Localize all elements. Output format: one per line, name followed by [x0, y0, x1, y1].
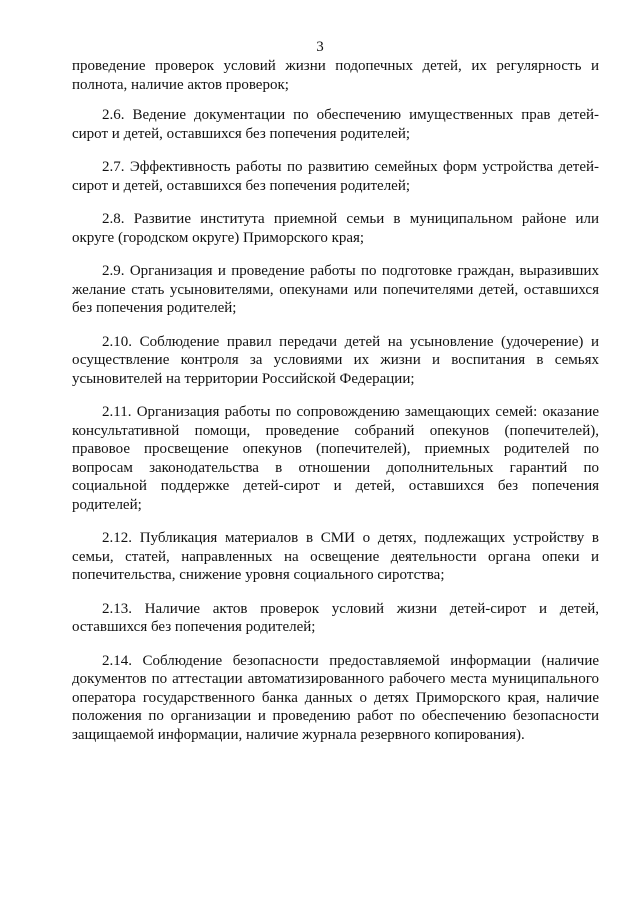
paragraph-2-8: 2.8. Развитие института приемной семьи в муниципальном районе или округе (городском округе) Приморского края; — [72, 211, 599, 246]
paragraph-2-7: 2.7. Эффективность работы по развитию семейных форм устройства детей-сирот и детей, оставшихся без попечения родителей; — [72, 159, 599, 194]
paragraph-2-12: 2.12. Публикация материалов в СМИ о детях, подлежащих устройству в семьи, статей, направленных на освещение деятельности органа опеки и попечительства, снижение уровня социального сиротства; — [72, 530, 599, 583]
paragraph-2-11: 2.11. Организация работы по сопровождению замещающих семей: оказание консультативной помощи, проведение собраний опекунов (попечителей), правовое просвещение опекунов (попечителей), приемных родителей по вопросам законодательства в отношении дополнительных гарантий по социальной поддержке детей-сирот и детей, оставшихся без попечения родителей; — [72, 404, 599, 513]
paragraph-2-14: 2.14. Соблюдение безопасности предоставляемой информации (наличие документов по аттестации автоматизированного рабочего места муниципального оператора государственного банка данных о детях Приморского края, наличие положения по организации и проведению работ по обеспечению безопасности защищаемой информации, наличие журнала резервного копирования). — [72, 652, 599, 743]
document-body — [72, 57, 599, 759]
paragraph-2-9: 2.9. Организация и проведение работы по подготовке граждан, выразивших желание стать усыновителями, опекунами или попечителями детей, оставшихся без попечения родителей; — [72, 263, 599, 316]
paragraph-2-6: 2.6. Ведение документации по обеспечению имущественных прав детей-сирот и детей, оставшихся без попечения родителей; — [72, 107, 599, 142]
paragraph-2-13: 2.13. Наличие актов проверок условий жизни детей-сирот и детей, оставшихся без попечения родителей; — [72, 600, 599, 635]
paragraph-2-10: 2.10. Соблюдение правил передачи детей на усыновление (удочерение) и осуществление контроля за условиями их жизни и воспитания в семьях усыновителей на территории Российской Федерации; — [72, 333, 599, 387]
page-number: 3 — [316, 39, 324, 55]
paragraph-continuation: проведение проверок условий жизни подопечных детей, их регулярность и полнота, наличие актов проверок; — [72, 58, 599, 93]
